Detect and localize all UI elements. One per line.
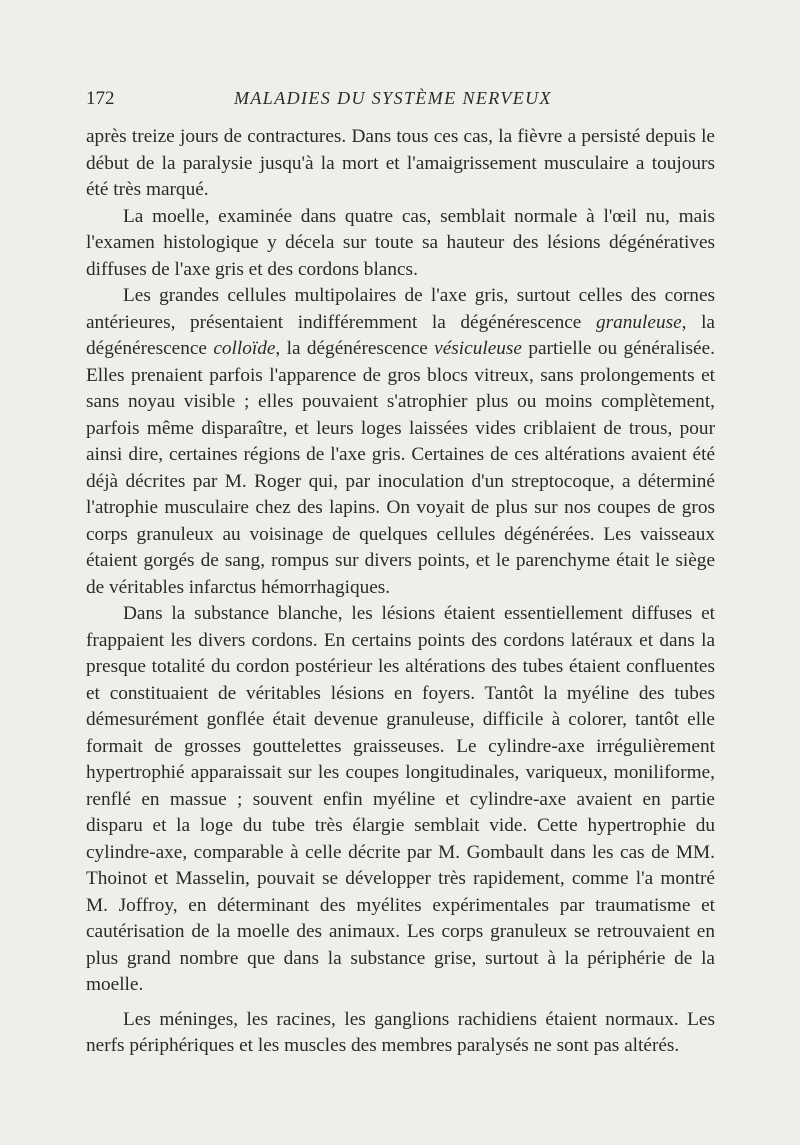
paragraph-2 (86, 204, 715, 284)
paragraph-5 (86, 1007, 715, 1060)
text-segment: Les grandes cellules multipolaires de l'axe gris, surtout celles des cornes antérieures, présentaient indifféremment la dégénérescence (86, 285, 715, 333)
emphasis-vesiculeuse: vésiculeuse (434, 338, 522, 359)
running-title: MALADIES DU SYSTÈME NERVEUX (234, 88, 552, 108)
emphasis-colloide: colloïde (213, 338, 276, 359)
body-text (86, 124, 715, 1060)
text-segment: La moelle, examinée dans quatre cas, semblait normale à l'œil nu, mais l'examen histologique y décela sur toute sa hauteur des lésions dégénératives diffuses de l'axe gris et des cordons blancs. (86, 205, 715, 280)
text-segment: , la dégénérescence (275, 338, 435, 359)
text-segment: , la dégénérescence (86, 311, 715, 359)
paragraph-3 (86, 283, 715, 601)
page-header (86, 88, 714, 114)
paragraph-4 (86, 601, 715, 999)
paragraph-1 (86, 124, 715, 204)
text-segment: Dans la substance blanche, les lésions étaient essentiellement diffuses et frappaient les divers cordons. En certains points des cordons latéraux et dans la presque totalité du cordon postérieur les altérations des tubes étaient confluentes et constituaient de véritables lésions en foyers. Tantôt la myéline des tubes démesurément gonflée était devenue granuleuse, difficile à colorer, tantôt elle formait de grosses gouttelettes graisseuses. Le cylindre-axe irrégulièrement hypertrophié apparaissait sur les coupes longitudinales, variqueux, moniliforme, renflé en massue ; souvent enfin myéline et cylindre-axe avaient en partie disparu et la loge du tube très élargie semblait vide. Cette hypertrophie du cylindre-axe, comparable à celle décrite par M. Gombault dans les cas de MM. Thoinot et Masselin, pouvait se développer très rapidement, comme l'a montré M. Joffroy, en déterminant des myélites expérimentales par traumatisme et cautérisation de la moelle des animaux. Les corps granuleux se retrouvaient en plus grand nombre que dans la substance grise, surtout à la périphérie de la moelle. (86, 603, 715, 995)
emphasis-granuleuse: granuleuse (595, 311, 682, 333)
text-segment: Les méninges, les racines, les ganglions rachidiens étaient normaux. Les nerfs périphériques et les muscles des membres paralysés ne sont pas altérés. (86, 1008, 715, 1056)
text-segment: après treize jours de contractures. Dans tous ces cas, la fièvre a persisté depuis le début de la paralysie jusqu'à la mort et l'amaigrissement musculaire a toujours été très marqué. (86, 126, 715, 200)
text-segment: partielle ou généralisée. Elles prenaient parfois l'apparence de gros blocs vitreux, sans prolongements et sans noyau visible ; elles pouvaient s'atrophier plus ou moins complètement, parfois même disparaître, et leurs loges laissées vides criblaient de trous, pour ainsi dire, certaines régions de l'axe gris. Certaines de ces altérations avaient été déjà décrites par M. Roger qui, par inoculation d'un streptocoque, a déterminé l'atrophie musculaire chez des lapins. On voyait de plus sur nos coupes de gros corps granuleux au voisinage de quelques cellules dégénérées. Les vaisseaux étaient gorgés de sang, rompus sur divers points, et le parenchyme était le siège de véritables infarctus hémorrhagiques. (86, 338, 715, 598)
page-number: 172 (86, 88, 115, 109)
